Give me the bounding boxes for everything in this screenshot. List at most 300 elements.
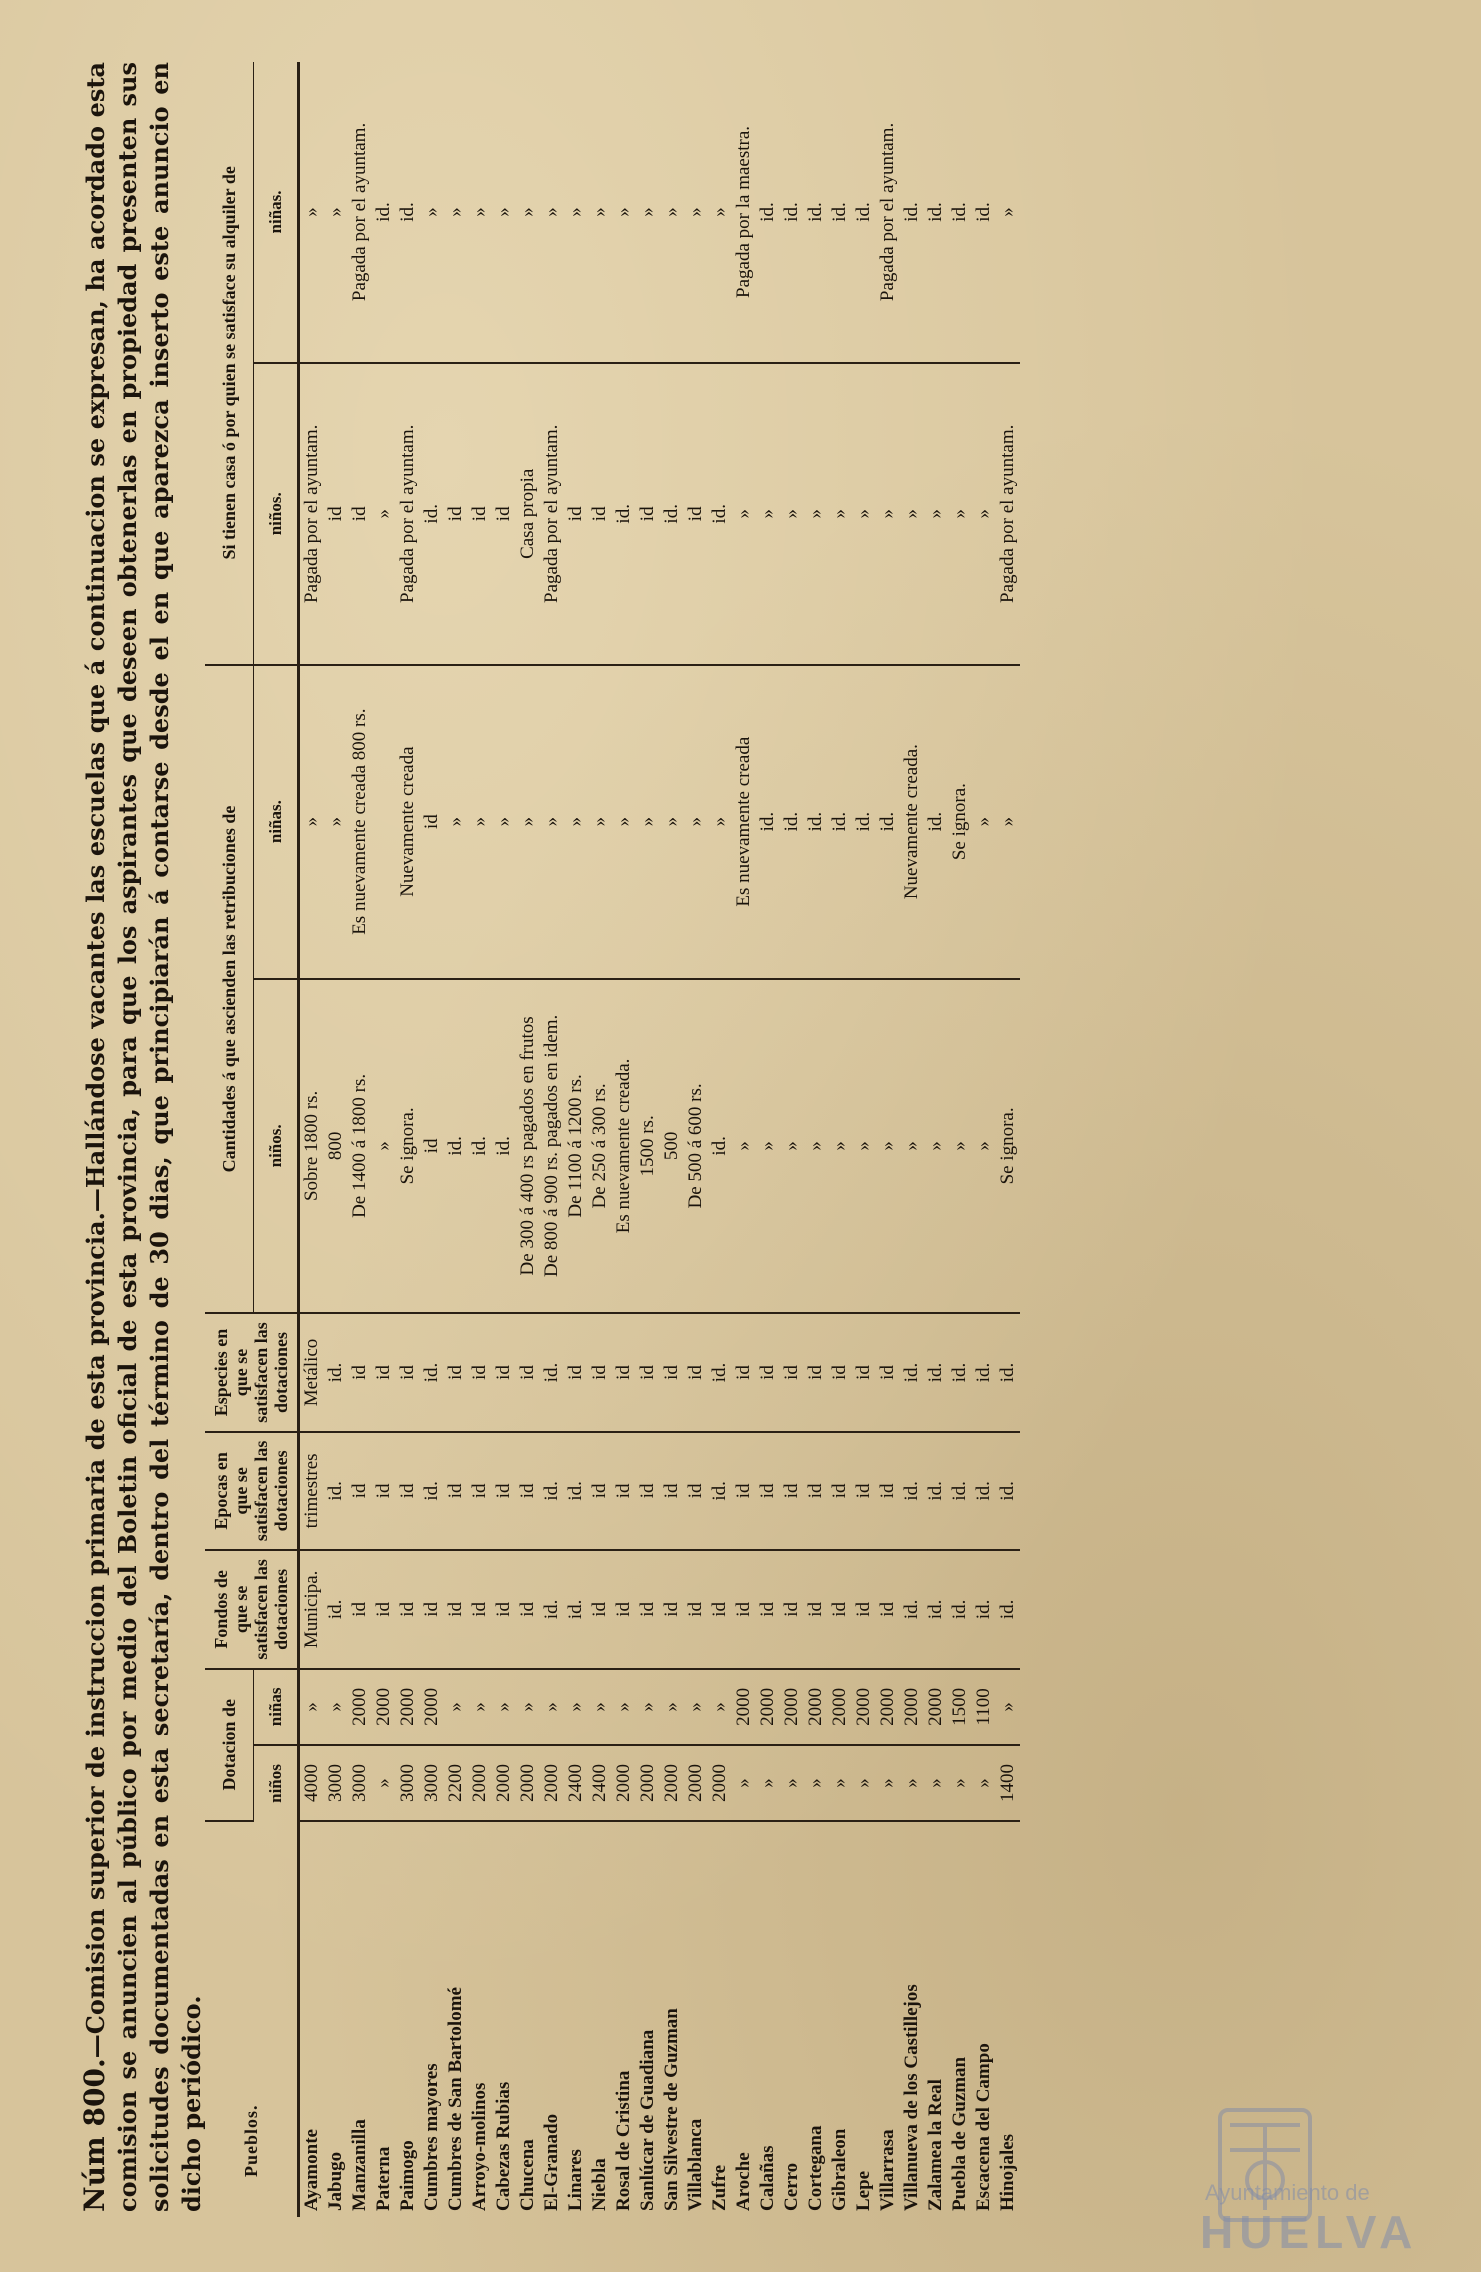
cell-casa-ninas: » <box>708 62 732 363</box>
cell-cantidades-ninos: » <box>852 979 876 1314</box>
cell-dotacion-ninos: 2000 <box>516 1745 540 1821</box>
cell-dotacion-ninas: » <box>588 1669 612 1746</box>
cell-fondos: id. <box>564 1550 588 1668</box>
cell-especies: id <box>684 1313 708 1431</box>
cell-cantidades-ninos: De 1400 á 1800 rs. <box>348 979 372 1314</box>
table-header <box>205 62 299 2217</box>
cell-cantidades-ninas: » <box>996 665 1020 979</box>
cell-pueblo: Lepe <box>853 2170 874 2211</box>
cell-casa-ninas: id. <box>924 62 948 363</box>
cell-cantidades-ninos: De 1100 á 1200 rs. <box>564 979 588 1314</box>
table-row <box>684 62 708 2217</box>
cell-pueblo: Manzanilla <box>349 2119 370 2211</box>
cell-dotacion-ninos: 3000 <box>420 1745 444 1821</box>
cell-pueblo: Villanueva de los Castillejos <box>901 1984 922 2211</box>
cell-dotacion-ninas: 2000 <box>348 1669 372 1746</box>
cell-fondos: id. <box>540 1550 564 1668</box>
cell-casa-ninas: id. <box>396 62 420 363</box>
cell-pueblo: Villablanca <box>685 2118 706 2211</box>
cell-cantidades-ninas: » <box>564 665 588 979</box>
cell-especies: id <box>780 1313 804 1431</box>
cell-epocas: id. <box>420 1432 444 1550</box>
cell-dotacion-ninos: 3000 <box>348 1745 372 1821</box>
cell-casa-ninas: id. <box>756 62 780 363</box>
table-row <box>612 62 636 2217</box>
table-row <box>852 62 876 2217</box>
vacancies-table <box>205 62 1020 2217</box>
cell-cantidades-ninas: » <box>636 665 660 979</box>
cell-especies: id <box>828 1313 852 1431</box>
cell-fondos: id <box>468 1550 492 1668</box>
watermark-line2: HUELVA <box>1200 2206 1419 2258</box>
table-row <box>660 62 684 2217</box>
watermark-line1: Ayuntamiento de <box>1205 2180 1370 2205</box>
cell-dotacion-ninas: » <box>444 1669 468 1746</box>
cell-casa-ninos: id <box>636 363 660 665</box>
table-row <box>444 62 468 2217</box>
header-fondos: Fondos de que se satisfacen las dotaciones <box>205 1550 299 1668</box>
cell-epocas: id. <box>900 1432 924 1550</box>
header-pueblos: Pueblos. <box>241 2104 261 2177</box>
cell-dotacion-ninas: 1500 <box>948 1669 972 1746</box>
cell-dotacion-ninas: 2000 <box>372 1669 396 1746</box>
cell-pueblo: Puebla de Guzman <box>949 2056 970 2211</box>
cell-casa-ninos: » <box>948 363 972 665</box>
cell-casa-ninos: id <box>444 363 468 665</box>
cell-dotacion-ninas: 2000 <box>804 1669 828 1746</box>
cell-cantidades-ninos: » <box>756 979 780 1314</box>
cell-casa-ninas: » <box>444 62 468 363</box>
cell-fondos: id <box>420 1550 444 1668</box>
cell-cantidades-ninas: » <box>684 665 708 979</box>
cell-casa-ninas: » <box>660 62 684 363</box>
cell-pueblo: Villarrasa <box>877 2129 898 2211</box>
cell-pueblo: Rosal de Cristina <box>613 2070 634 2211</box>
cell-cantidades-ninas: » <box>299 665 325 979</box>
cell-dotacion-ninos: 2000 <box>492 1745 516 1821</box>
cell-fondos: id. <box>324 1550 348 1668</box>
cell-especies: id. <box>708 1313 732 1431</box>
table-row <box>420 62 444 2217</box>
header-cantidades-ninos: niños. <box>254 979 299 1314</box>
header-casa-ninas: niñas. <box>254 62 299 363</box>
cell-especies: id. <box>540 1313 564 1431</box>
header-dotacion-ninos: niños <box>254 1745 299 1821</box>
table-row <box>492 62 516 2217</box>
cell-casa-ninos: » <box>924 363 948 665</box>
cell-casa-ninas: id. <box>780 62 804 363</box>
cell-especies: id <box>660 1313 684 1431</box>
cell-dotacion-ninas: 2000 <box>780 1669 804 1746</box>
cell-cantidades-ninos: 800 <box>324 979 348 1314</box>
cell-fondos: id. <box>996 1550 1020 1668</box>
cell-dotacion-ninas: » <box>564 1669 588 1746</box>
table-row <box>516 62 540 2217</box>
cell-cantidades-ninos: » <box>900 979 924 1314</box>
table-row <box>348 62 372 2217</box>
table-row <box>756 62 780 2217</box>
cell-especies: id <box>588 1313 612 1431</box>
header-cantidades-ninas: niñas. <box>254 665 299 979</box>
cell-cantidades-ninos: id. <box>444 979 468 1314</box>
cell-casa-ninos: » <box>900 363 924 665</box>
cell-fondos: id <box>876 1550 900 1668</box>
table-row <box>708 62 732 2217</box>
cell-dotacion-ninas: 2000 <box>756 1669 780 1746</box>
cell-dotacion-ninas: 2000 <box>420 1669 444 1746</box>
cell-cantidades-ninas: Nuevamente creada <box>396 665 420 979</box>
cell-casa-ninas: id. <box>372 62 396 363</box>
cell-epocas: id. <box>708 1432 732 1550</box>
cell-pueblo: El-Granado <box>541 2113 562 2211</box>
cell-cantidades-ninas: id. <box>852 665 876 979</box>
cell-cantidades-ninas: » <box>444 665 468 979</box>
cell-epocas: id <box>756 1432 780 1550</box>
cell-epocas: id. <box>972 1432 996 1550</box>
table-row <box>588 62 612 2217</box>
cell-pueblo: Hinojales <box>997 2133 1018 2211</box>
cell-dotacion-ninas: » <box>516 1669 540 1746</box>
cell-cantidades-ninas: id. <box>804 665 828 979</box>
cell-pueblo: Escacena del Campo <box>973 2043 994 2211</box>
cell-dotacion-ninos: 4000 <box>299 1745 325 1821</box>
cell-dotacion-ninas: » <box>636 1669 660 1746</box>
cell-epocas: id. <box>948 1432 972 1550</box>
cell-casa-ninos: id. <box>420 363 444 665</box>
cell-casa-ninas: » <box>588 62 612 363</box>
cell-especies: id. <box>972 1313 996 1431</box>
cell-cantidades-ninas: » <box>492 665 516 979</box>
cell-dotacion-ninos: » <box>804 1745 828 1821</box>
cell-casa-ninos: Pagada por el ayuntam. <box>540 363 564 665</box>
cell-casa-ninas: » <box>996 62 1020 363</box>
table-row <box>996 62 1020 2217</box>
cell-especies: Metálico <box>299 1313 325 1431</box>
cell-especies: id <box>732 1313 756 1431</box>
header-row <box>205 62 254 2217</box>
cell-dotacion-ninos: 2000 <box>708 1745 732 1821</box>
cell-fondos: id <box>372 1550 396 1668</box>
cell-casa-ninos: id <box>564 363 588 665</box>
cell-epocas: id <box>348 1432 372 1550</box>
cell-cantidades-ninas: Es nuevamente creada 800 rs. <box>348 665 372 979</box>
cell-dotacion-ninas: 2000 <box>396 1669 420 1746</box>
cell-cantidades-ninas: Nuevamente creada. <box>900 665 924 979</box>
cell-cantidades-ninos: Se ignora. <box>996 979 1020 1314</box>
cell-fondos: id <box>804 1550 828 1668</box>
cell-casa-ninas: » <box>636 62 660 363</box>
cell-pueblo: Paterna <box>373 2146 394 2211</box>
cell-especies: id <box>612 1313 636 1431</box>
table-row <box>468 62 492 2217</box>
cell-cantidades-ninas: Se ignora. <box>948 665 972 979</box>
cell-casa-ninos: » <box>372 363 396 665</box>
table-row <box>924 62 948 2217</box>
cell-pueblo: Cabezas Rubias <box>493 2081 514 2211</box>
cell-pueblo: Calañas <box>757 2145 778 2211</box>
cell-casa-ninas: id. <box>804 62 828 363</box>
cell-casa-ninas: » <box>516 62 540 363</box>
cell-casa-ninos: » <box>852 363 876 665</box>
cell-epocas: id <box>876 1432 900 1550</box>
cell-dotacion-ninas: 2000 <box>900 1669 924 1746</box>
cell-pueblo: Sanlúcar de Guadiana <box>637 2029 658 2211</box>
table-row <box>828 62 852 2217</box>
cell-casa-ninos: » <box>828 363 852 665</box>
cell-fondos: id <box>756 1550 780 1668</box>
cell-especies: id. <box>996 1313 1020 1431</box>
cell-dotacion-ninos: » <box>948 1745 972 1821</box>
cell-pueblo: Linares <box>565 2149 586 2211</box>
cell-fondos: id <box>612 1550 636 1668</box>
cell-cantidades-ninas: id <box>420 665 444 979</box>
cell-pueblo: Niebla <box>589 2158 610 2211</box>
table-row <box>876 62 900 2217</box>
cell-cantidades-ninos: 1500 rs. <box>636 979 660 1314</box>
header-dotacion-ninas: niñas <box>254 1669 299 1746</box>
cell-cantidades-ninos: De 500 á 600 rs. <box>684 979 708 1314</box>
notice-paragraph <box>79 62 208 2212</box>
cell-casa-ninas: id. <box>972 62 996 363</box>
cell-dotacion-ninos: » <box>756 1745 780 1821</box>
cell-epocas: id <box>396 1432 420 1550</box>
cell-especies: id <box>804 1313 828 1431</box>
cell-fondos: id <box>516 1550 540 1668</box>
cell-pueblo: Cortegana <box>805 2125 826 2211</box>
cell-dotacion-ninas: » <box>708 1669 732 1746</box>
cell-fondos: id <box>492 1550 516 1668</box>
cell-fondos: id. <box>972 1550 996 1668</box>
cell-dotacion-ninos: 2000 <box>660 1745 684 1821</box>
table-row <box>396 62 420 2217</box>
cell-casa-ninos: » <box>876 363 900 665</box>
cell-cantidades-ninos: » <box>948 979 972 1314</box>
table-row <box>732 62 756 2217</box>
cell-pueblo: Gibraleon <box>829 2128 850 2211</box>
cell-dotacion-ninos: » <box>780 1745 804 1821</box>
cell-casa-ninas: id. <box>900 62 924 363</box>
cell-casa-ninos: Casa propia <box>516 363 540 665</box>
table-row <box>324 62 348 2217</box>
table-row <box>636 62 660 2217</box>
cell-dotacion-ninos: 2000 <box>612 1745 636 1821</box>
cell-especies: id. <box>948 1313 972 1431</box>
cell-pueblo: Cerro <box>781 2162 802 2211</box>
cell-fondos: id <box>732 1550 756 1668</box>
cell-especies: id <box>492 1313 516 1431</box>
cell-cantidades-ninas: » <box>708 665 732 979</box>
cell-dotacion-ninas: 1100 <box>972 1669 996 1746</box>
cell-casa-ninas: Pagada por la maestra. <box>732 62 756 363</box>
cell-fondos: Municipa. <box>299 1550 325 1668</box>
cell-dotacion-ninos: 2200 <box>444 1745 468 1821</box>
cell-cantidades-ninos: » <box>372 979 396 1314</box>
cell-fondos: id <box>828 1550 852 1668</box>
cell-cantidades-ninos: De 250 á 300 rs. <box>588 979 612 1314</box>
cell-fondos: id. <box>924 1550 948 1668</box>
cell-cantidades-ninas: id. <box>780 665 804 979</box>
table-row <box>948 62 972 2217</box>
cell-casa-ninos: » <box>756 363 780 665</box>
cell-epocas: id. <box>996 1432 1020 1550</box>
cell-epocas: id <box>852 1432 876 1550</box>
cell-especies: id <box>372 1313 396 1431</box>
cell-dotacion-ninas: » <box>299 1669 325 1746</box>
cell-dotacion-ninos: 2000 <box>636 1745 660 1821</box>
table-row <box>540 62 564 2217</box>
table-row <box>372 62 396 2217</box>
cell-cantidades-ninas: » <box>660 665 684 979</box>
table-body <box>299 62 1021 2217</box>
cell-casa-ninos: id <box>324 363 348 665</box>
cell-dotacion-ninas: » <box>660 1669 684 1746</box>
cell-dotacion-ninos: 3000 <box>324 1745 348 1821</box>
cell-cantidades-ninos: id. <box>468 979 492 1314</box>
cell-especies: id <box>636 1313 660 1431</box>
cell-cantidades-ninas: » <box>468 665 492 979</box>
cell-pueblo: Jabugo <box>325 2151 346 2211</box>
cell-fondos: id <box>348 1550 372 1668</box>
cell-cantidades-ninas: id. <box>924 665 948 979</box>
cell-casa-ninas: id. <box>852 62 876 363</box>
cell-casa-ninos: id. <box>708 363 732 665</box>
cell-casa-ninas: » <box>299 62 325 363</box>
cell-fondos: id <box>708 1550 732 1668</box>
cell-dotacion-ninos: » <box>924 1745 948 1821</box>
cell-pueblo: Zalamea la Real <box>925 2079 946 2211</box>
cell-epocas: id <box>588 1432 612 1550</box>
cell-especies: id <box>516 1313 540 1431</box>
cell-casa-ninos: » <box>732 363 756 665</box>
cell-dotacion-ninos: » <box>732 1745 756 1821</box>
cell-cantidades-ninos: Sobre 1800 rs. <box>299 979 325 1314</box>
cell-casa-ninos: Pagada por el ayuntam. <box>996 363 1020 665</box>
notice-number: Núm 800. <box>78 2058 111 2212</box>
cell-dotacion-ninos: » <box>372 1745 396 1821</box>
cell-especies: id <box>468 1313 492 1431</box>
cell-casa-ninos: » <box>972 363 996 665</box>
cell-cantidades-ninas: » <box>540 665 564 979</box>
cell-casa-ninos: id <box>348 363 372 665</box>
cell-cantidades-ninos: » <box>780 979 804 1314</box>
cell-epocas: id <box>468 1432 492 1550</box>
cell-epocas: id. <box>924 1432 948 1550</box>
cell-casa-ninas: » <box>684 62 708 363</box>
cell-dotacion-ninas: 2000 <box>732 1669 756 1746</box>
cell-especies: id. <box>924 1313 948 1431</box>
cell-casa-ninos: » <box>780 363 804 665</box>
cell-cantidades-ninos: De 800 á 900 rs. pagados en idem. <box>540 979 564 1314</box>
cell-dotacion-ninas: 2000 <box>852 1669 876 1746</box>
cell-dotacion-ninos: 3000 <box>396 1745 420 1821</box>
cell-dotacion-ninos: 1400 <box>996 1745 1020 1821</box>
cell-casa-ninos: id <box>468 363 492 665</box>
cell-dotacion-ninos: 2400 <box>564 1745 588 1821</box>
header-cantidades: Cantidades á que ascienden las retribuciones de <box>205 665 254 1314</box>
cell-pueblo: Cumbres de San Bartolomé <box>445 1987 466 2211</box>
cell-casa-ninas: id. <box>828 62 852 363</box>
cell-casa-ninos: Pagada por el ayuntam. <box>299 363 325 665</box>
cell-epocas: id <box>636 1432 660 1550</box>
cell-fondos: id <box>588 1550 612 1668</box>
cell-cantidades-ninos: » <box>876 979 900 1314</box>
cell-pueblo: Chucena <box>517 2139 538 2211</box>
cell-epocas: id. <box>564 1432 588 1550</box>
cell-especies: id. <box>324 1313 348 1431</box>
table-row <box>804 62 828 2217</box>
table-row <box>972 62 996 2217</box>
cell-casa-ninos: id. <box>612 363 636 665</box>
cell-casa-ninas: » <box>612 62 636 363</box>
table-row <box>564 62 588 2217</box>
cell-especies: id <box>852 1313 876 1431</box>
cell-dotacion-ninas: 2000 <box>924 1669 948 1746</box>
cell-dotacion-ninas: » <box>324 1669 348 1746</box>
cell-especies: id <box>876 1313 900 1431</box>
cell-especies: id <box>756 1313 780 1431</box>
cell-cantidades-ninas: » <box>588 665 612 979</box>
cell-fondos: id. <box>948 1550 972 1668</box>
cell-especies: id. <box>420 1313 444 1431</box>
cell-pueblo: Zufre <box>709 2164 730 2211</box>
table-row <box>900 62 924 2217</box>
cell-fondos: id <box>684 1550 708 1668</box>
cell-fondos: id <box>396 1550 420 1668</box>
cell-casa-ninas: » <box>468 62 492 363</box>
cell-dotacion-ninos: » <box>876 1745 900 1821</box>
cell-fondos: id <box>444 1550 468 1668</box>
cell-epocas: id. <box>540 1432 564 1550</box>
cell-dotacion-ninas: 2000 <box>828 1669 852 1746</box>
cell-epocas: id <box>684 1432 708 1550</box>
cell-dotacion-ninos: » <box>828 1745 852 1821</box>
cell-dotacion-ninas: » <box>996 1669 1020 1746</box>
cell-pueblo: Arroyo-molinos <box>469 2082 490 2211</box>
cell-cantidades-ninos: id. <box>492 979 516 1314</box>
cell-pueblo: San Silvestre de Guzman <box>661 2008 682 2211</box>
cell-cantidades-ninas: » <box>972 665 996 979</box>
cell-cantidades-ninos: » <box>732 979 756 1314</box>
cell-casa-ninas: » <box>420 62 444 363</box>
cell-casa-ninas: Pagada por el ayuntam. <box>876 62 900 363</box>
cell-dotacion-ninos: » <box>852 1745 876 1821</box>
cell-especies: id <box>564 1313 588 1431</box>
cell-fondos: id <box>780 1550 804 1668</box>
cell-dotacion-ninas: » <box>540 1669 564 1746</box>
cell-dotacion-ninos: 2000 <box>540 1745 564 1821</box>
cell-cantidades-ninas: id. <box>876 665 900 979</box>
cell-dotacion-ninas: » <box>612 1669 636 1746</box>
cell-cantidades-ninas: » <box>516 665 540 979</box>
cell-epocas: id <box>804 1432 828 1550</box>
header-especies: Especies en que se satisfacen las dotaciones <box>205 1313 299 1431</box>
cell-cantidades-ninos: » <box>972 979 996 1314</box>
cell-epocas: id. <box>324 1432 348 1550</box>
cell-casa-ninas: » <box>540 62 564 363</box>
cell-casa-ninas: id. <box>948 62 972 363</box>
cell-pueblo: Paimogo <box>397 2140 418 2211</box>
cell-casa-ninos: id. <box>660 363 684 665</box>
cell-dotacion-ninas: » <box>492 1669 516 1746</box>
cell-especies: id <box>348 1313 372 1431</box>
cell-dotacion-ninas: » <box>684 1669 708 1746</box>
cell-cantidades-ninas: id. <box>756 665 780 979</box>
cell-pueblo: Cumbres mayores <box>421 2063 442 2211</box>
cell-epocas: id <box>492 1432 516 1550</box>
cell-casa-ninos: id <box>588 363 612 665</box>
cell-cantidades-ninos: » <box>924 979 948 1314</box>
cell-epocas: id <box>732 1432 756 1550</box>
